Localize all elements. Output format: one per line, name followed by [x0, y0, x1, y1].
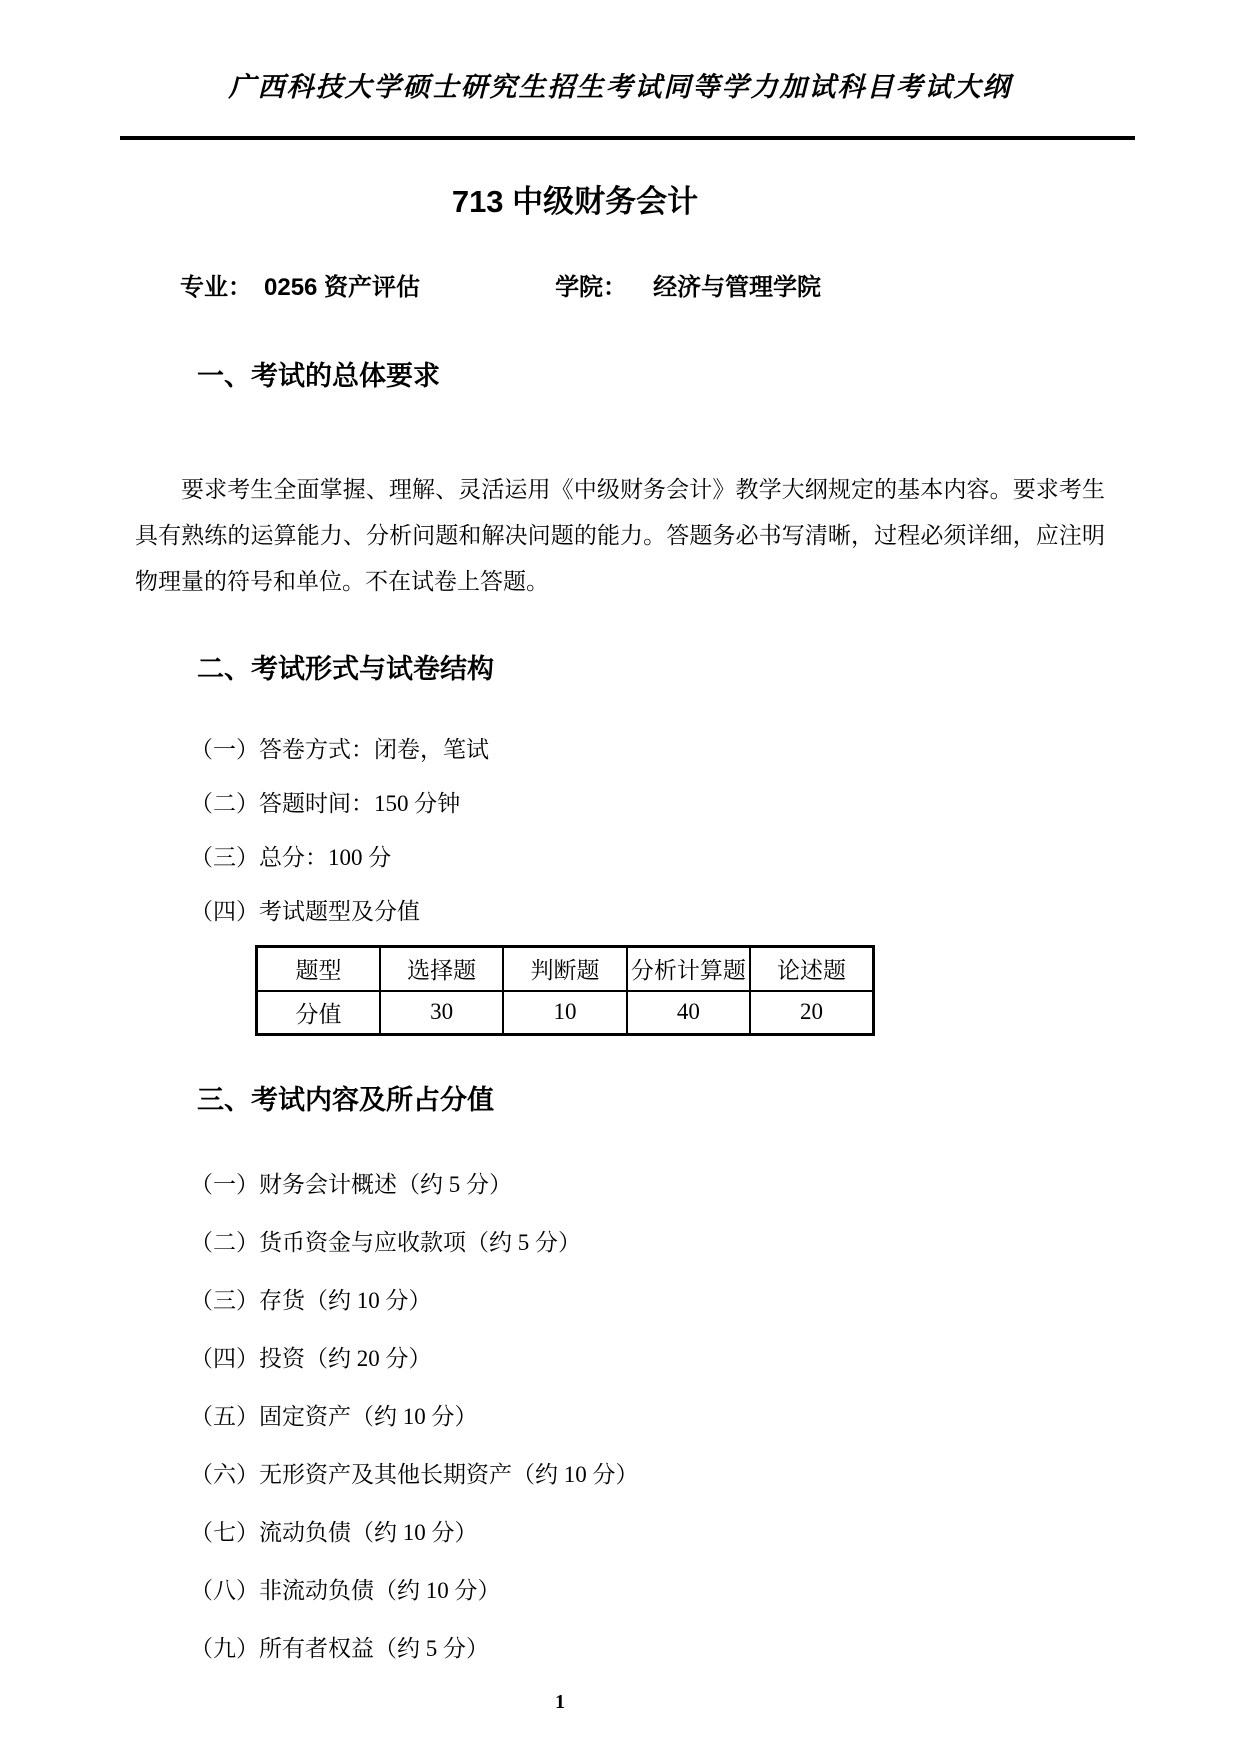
page-number: 1 [555, 1691, 565, 1713]
document-header: 广西科技大学硕士研究生招生考试同等学力加试科目考试大纲 [228, 72, 1012, 102]
table-value-cell: 10 [503, 991, 626, 1035]
table-header-row [257, 947, 874, 991]
list-item: （三）存货（约 10 分） [190, 1288, 432, 1313]
section-heading-overview: 一、考试的总体要求 [197, 361, 440, 391]
list-item: （一）答卷方式：闭卷，笔试 [190, 737, 489, 762]
table-value-cell: 20 [750, 991, 873, 1035]
list-item: （八）非流动负债（约 10 分） [190, 1578, 501, 1603]
college-value: 经济与管理学院 [653, 274, 822, 301]
overview-paragraph: 要求考生全面掌握、理解、灵活运用《中级财务会计》教学大纲规定的基本内容。要求考生具有熟练的运算能力、分析问题和解决问题的能力。答题务必书写清晰，过程必须详细，应注明物理量的符号和单位。不在试卷上答题。 [135, 477, 1105, 594]
major-value: 0256 资产评估 [264, 274, 421, 301]
format-list [135, 735, 1105, 927]
document-title: 713 中级财务会计 [451, 184, 699, 219]
college-label: 学院： [555, 274, 628, 301]
list-item: （四）投资（约 20 分） [190, 1346, 432, 1371]
major-label: 专业： [180, 274, 252, 301]
list-item: （二）货币资金与应收款项（约 5 分） [190, 1230, 581, 1255]
header-rule [120, 136, 1135, 140]
table-value-row [257, 991, 874, 1035]
list-item: （九）所有者权益（约 5 分） [190, 1636, 489, 1661]
list-item: （二）答题时间：150 分钟 [190, 791, 461, 816]
meta-row [135, 272, 1105, 304]
table-value-cell: 40 [627, 991, 750, 1035]
section-heading-content: 三、考试内容及所占分值 [197, 1085, 494, 1115]
table-row-label: 分值 [257, 991, 380, 1035]
list-item: （六）无形资产及其他长期资产（约 10 分） [190, 1462, 639, 1487]
list-item: （四）考试题型及分值 [190, 899, 420, 924]
table-header-cell: 论述题 [750, 947, 873, 991]
score-table [255, 945, 875, 1036]
list-item: （五）固定资产（约 10 分） [190, 1404, 478, 1429]
table-header-cell: 判断题 [503, 947, 626, 991]
list-item: （一）财务会计概述（约 5 分） [190, 1172, 512, 1197]
table-header-cell: 题型 [257, 947, 380, 991]
table-value-cell: 30 [380, 991, 503, 1035]
table-header-cell: 选择题 [380, 947, 503, 991]
list-item: （三）总分：100 分 [190, 845, 392, 870]
list-item: （七）流动负债（约 10 分） [190, 1520, 478, 1545]
content-list [135, 1170, 1105, 1664]
section-heading-format: 二、考试形式与试卷结构 [197, 654, 494, 684]
table-header-cell: 分析计算题 [627, 947, 750, 991]
